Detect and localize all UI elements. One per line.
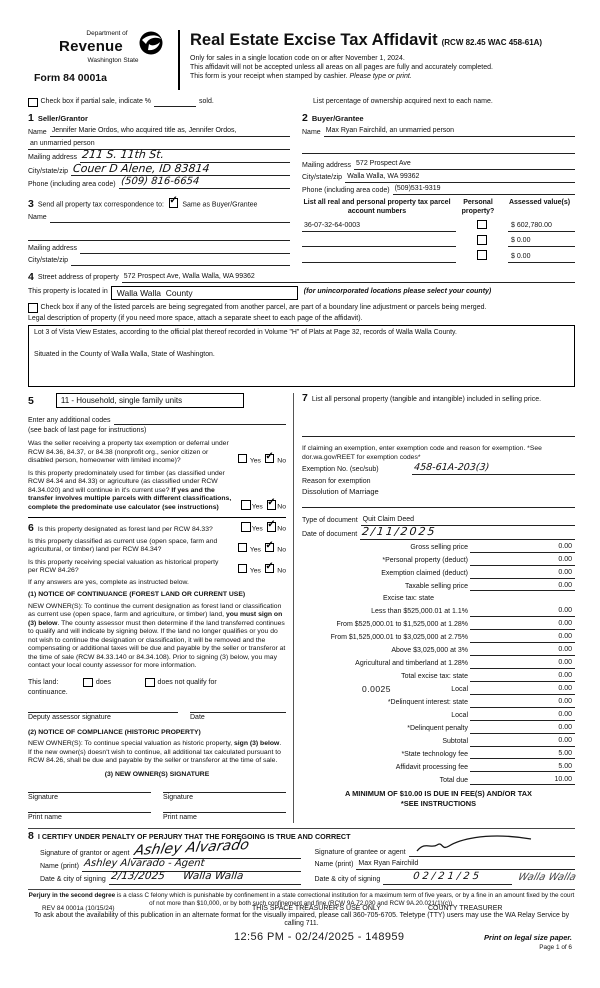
corr-mailing-label: Mailing address xyxy=(28,244,78,252)
assessed-value-1: $ 602,780.00 xyxy=(511,222,552,229)
dept-of-label: Department of xyxy=(86,30,128,37)
deputy-assessor-label: Deputy assessor signature xyxy=(28,714,111,722)
type-of-document-value: Quit Claim Deed xyxy=(362,515,415,523)
assessed-value-2: $ 0.00 xyxy=(511,237,531,245)
unincorporated-note: (for unincorporated locations please select your county) xyxy=(303,288,492,296)
new-owners-signature-heading: (3) NEW OWNER(S) SIGNATURE xyxy=(104,770,210,778)
parcel-col-header: List all real and personal property tax parcel account numbers xyxy=(303,199,451,215)
assessed-value-col-header: Assessed value(s) xyxy=(508,199,571,207)
personal-property-list-field[interactable] xyxy=(302,427,575,437)
seller-phone-label: Phone (including area code) xyxy=(28,180,116,188)
buyer-phone-label: Phone (including area code) xyxy=(302,186,390,194)
tier3-row: From $1,525,000.01 to $3,025,000 at 2.75% 0.00 xyxy=(302,633,575,643)
assessed-value-3: $ 0.00 xyxy=(511,252,531,260)
state-technology-fee-row: *State technology fee 5.00 xyxy=(302,750,575,760)
minimum-due-note: A MINIMUM OF $10.00 IS DUE IN FEE(S) AND/OR TAX xyxy=(345,789,532,799)
notice-compliance-text: NEW OWNER(S): To continue special valuation as historic property, sign (3) below. If the new owner(s) doesn't wish to continue, all additional tax calculated pursuant to RCW 84.26, shall be due and payable by the seller or transferor at the time of sale. xyxy=(28,740,282,765)
type-of-document-label: Type of document xyxy=(302,516,358,524)
buyer-mailing-value: 572 Prospect Ave xyxy=(356,160,411,168)
buyer-name-field-2[interactable] xyxy=(302,144,575,154)
forest-no-checkbox[interactable] xyxy=(267,522,277,532)
exemption-note: If claiming an exemption, enter exemption code and reason for exemption. *See dor.wa.gov/REET for exemption codes* xyxy=(302,445,542,461)
section4: 4 Street address of property 572 Prospect Ave, Walla Walla, WA 99362 This property is located in Walla Walla County (for unincorporated locations please select your county) Check box if any of the listed parcels are being segregated from another parcel, are part of a boundary line adjustment or parcels being merged. Legal description of property (if you need more space, attach a separate sheet to each page of the affidavit). Lot 3 of Vista View Estates, according to the official plat thereof recorded in Volume "H" of Plats at Page 32, records of Walla Walla County. Situated in the County of Walla Walla, State of Washington. xyxy=(28,272,575,387)
notice-compliance-heading: (2) NOTICE OF COMPLIANCE (HISTORIC PROPERTY) xyxy=(28,728,201,736)
historical-property-question: Is this property receiving special valuation as historical property per RCW 84.26? Yes ✓ No xyxy=(28,559,286,576)
partial-sale-row xyxy=(28,97,575,107)
tier2-row: From $525,000.01 to $1,525,000 at 1.28% 0.00 xyxy=(302,620,575,630)
corr-name-field[interactable] xyxy=(50,213,290,223)
perjury-notice: Perjury in the second degree is a class C felony which is punishable by confinement in a state correctional institution for a maximum term of five years, or by a fine in an amount fixed by the court of not more than $10,000, or by both such confinement and fine (RCW 9A.72.030 and RCW 9A.20.021(1)(c)). xyxy=(28,889,575,908)
exemption-deferral-question: Was the seller receiving a property tax exemption or deferral under RCW 84.36, 84.37, or 84.38 (nonprofit org., senior citizen or disabled person, homeowner with limited income)? Yes ✓ No xyxy=(28,440,286,465)
street-address-value: 572 Prospect Ave, Walla Walla, WA 99362 xyxy=(123,272,255,280)
form-header xyxy=(28,30,575,90)
seller-phone-value: (509) 816-6654 xyxy=(120,175,200,187)
timber-agriculture-question: Is this property predominately used for timber (as classified under RCW 84.34 and 84.33) or agriculture (as classified under RCW 84.34.020) and will continue in it's current use? If yes and the transfer involves multiple parcels with different classifications, complete the predominate use calculator (see instructions) Yes ✓ No xyxy=(28,470,286,512)
seller-name-value-2: an unmarried person xyxy=(30,139,95,147)
exemption-deferral-no-checkbox[interactable] xyxy=(265,454,275,464)
grantee-date-label: Date & city of signing xyxy=(314,876,381,884)
current-use-question: Is this property classified as current use (open space, farm and agricultural, or timber) land per RCW 84.34? Yes ✓ No xyxy=(28,538,286,555)
buyer-city-field[interactable] xyxy=(345,173,575,183)
new-owner-printname-field-1[interactable] xyxy=(28,812,151,823)
grantee-printname-label: Name (print) xyxy=(314,861,354,869)
continuance-label: continuance. xyxy=(28,689,68,697)
segregated-label: Check box if any of the listed parcels are being segregated from another parcel, are part of a boundary line adjustment or parcels being merged. xyxy=(40,303,487,311)
corr-city-label: City/state/zip xyxy=(28,257,69,265)
deputy-assessor-row xyxy=(28,712,286,723)
exemption-deferral-yes-checkbox[interactable] xyxy=(238,454,248,464)
historical-yes-checkbox[interactable] xyxy=(238,564,248,574)
assessed-value-field-1[interactable] xyxy=(508,222,575,232)
agricultural-timberland-row: Agricultural and timberland at 1.28% 0.00 xyxy=(302,659,575,669)
exemption-no-field[interactable] xyxy=(412,461,575,475)
current-use-yes-checkbox[interactable] xyxy=(238,543,248,553)
buyer-mailing-field[interactable] xyxy=(354,160,575,170)
sold-label: sold. xyxy=(199,98,214,106)
county-select[interactable]: Walla Walla County xyxy=(111,286,298,301)
grantor-printname-value: Ashley Alvarado - Agent xyxy=(83,858,205,870)
grantor-date-label: Date & city of signing xyxy=(40,875,106,883)
same-as-buyer-label: Same as Buyer/Grantee xyxy=(182,201,258,209)
timber-yes-checkbox[interactable] xyxy=(241,500,251,510)
rcw-reference: (RCW 82.45 WAC 458-61A) xyxy=(441,38,543,47)
print-legal-size-note: Print on legal size paper. xyxy=(484,933,572,942)
if-yes-note: If any answers are yes, complete as instructed below. xyxy=(28,578,189,586)
section1-header: 1 Seller/Grantor xyxy=(28,112,88,124)
buyer-city-label: City/state/zip xyxy=(302,174,343,181)
total-due-row: Total due 10.00 xyxy=(302,776,575,786)
parcel-number-1: 36-07-32-64-0003 xyxy=(304,222,361,229)
partial-sale-checkbox[interactable] xyxy=(28,98,38,108)
grantor-signature-label: Signature of grantor or agent xyxy=(40,850,130,858)
header-instruction-3: This form is your receipt when stamped by cashier. Please type or print. xyxy=(190,72,412,80)
this-land-row: This land: does does not qualify for xyxy=(28,678,217,686)
seller-mailing-label: Mailing address xyxy=(28,154,78,162)
new-owner-printname-field-2[interactable] xyxy=(163,812,286,823)
assessed-value-field-3[interactable] xyxy=(508,253,575,263)
treasurer-use-label: THIS SPACE TREASURER'S USE ONLY xyxy=(252,905,381,912)
grantee-printname-value: Max Ryan Fairchild xyxy=(358,859,419,867)
revenue-wordmark: Revenue xyxy=(59,38,123,56)
delinquent-interest-local-row: Local 0.00 xyxy=(302,711,575,721)
legal-description-line-1: Lot 3 of Vista View Estates, according to the official plat thereof recorded in Volume "H" of Plats at Page 32, records of Walla Walla County. xyxy=(34,329,457,337)
personal-property-col-header: Personal property? xyxy=(461,199,495,215)
grantor-date-field[interactable] xyxy=(109,870,301,884)
form-number: Form 84 0001a xyxy=(34,72,107,84)
buyer-phone-value: (509)531-9319 xyxy=(394,185,441,193)
correspondence-label: Send all property tax correspondence to: xyxy=(37,201,164,209)
personal-property-list-label: List all personal property (tangible and intangible) included in selling price. xyxy=(311,396,542,404)
land-use-code-select[interactable]: 11 - Household, single family units xyxy=(56,393,244,408)
washington-state-label: Washington State xyxy=(87,56,139,64)
signature-label-1: Signature xyxy=(28,794,58,802)
grantee-city-value: Walla Walla xyxy=(516,872,577,884)
deputy-assessor-signature-field[interactable] xyxy=(28,712,178,723)
section2-header: 2 Buyer/Grantee xyxy=(302,112,364,124)
reason-for-exemption-label: Reason for exemption xyxy=(302,477,371,485)
parcel-row-3 xyxy=(302,250,575,262)
notice-continuance-text: NEW OWNER(S): To continue the current designation as forest land or classification as current use (open space, farm and agriculture, or timber) land, you must sign on (3) below. The county assessor must then determine if the land transferred continues to qualify and will indicate by signing below. If the land no longer qualifies or you do not wish to continue the designation or classification, it will be removed and the compensating or additional taxes will be due and payable by the seller or transferor at the time of sale (RCW 84.33.140 or 84.34.108). Prior to signing (3) below, you may contact your local county assessor for more information. xyxy=(28,602,286,670)
buyer-name-field[interactable] xyxy=(324,127,575,137)
header-instruction-2: This affidavit will not be accepted unless all areas on all pages are fully and accurately completed. xyxy=(190,63,493,71)
same-as-buyer-checkbox[interactable] xyxy=(169,198,179,208)
seller-city-value: Couer D Alene, ID 83814 xyxy=(72,161,211,175)
seller-name-label: Name xyxy=(28,128,47,136)
cashier-timestamp: 12:56 PM - 02/24/2025 - 148959 xyxy=(234,931,405,943)
parcel-row-1 xyxy=(302,220,575,232)
section8 xyxy=(28,828,575,885)
subtotal-row: Subtotal 0.00 xyxy=(302,737,575,747)
new-owner-signature-field-1[interactable] xyxy=(28,792,151,803)
date-of-document-value: 2/11/2025 xyxy=(361,524,438,538)
deputy-date-label: Date xyxy=(190,714,205,722)
personal-property-checkbox-2[interactable] xyxy=(477,235,487,245)
section5-header: 5 11 - Household, single family units xyxy=(28,393,286,408)
corr-name-label: Name xyxy=(28,214,47,222)
seller-name-field[interactable] xyxy=(50,127,290,137)
parcel-number-field-1[interactable] xyxy=(302,222,456,232)
street-address-label: Street address of property xyxy=(37,273,119,281)
notice-continuance-heading: (1) NOTICE OF CONTINUANCE (FOREST LAND OR CURRENT USE) xyxy=(28,591,246,599)
grantor-printname-label: Name (print) xyxy=(40,863,79,871)
located-in-label: This property is located in xyxy=(28,288,108,296)
land-does-not-checkbox[interactable] xyxy=(145,678,155,688)
grantee-signature-mark xyxy=(413,833,533,859)
seller-name-value: Jennifer Marie Ordos, who acquired title as, Jennifer Ordos, xyxy=(51,127,237,135)
grantor-date-value: 2/13/2025 xyxy=(110,870,166,883)
legal-description-label: Legal description of property (if you need more space, attach a separate sheet to each page of the affidavit). xyxy=(28,314,363,322)
tier4-row: Above $3,025,000 at 3% 0.00 xyxy=(302,646,575,656)
partial-sale-label: Check box if partial sale, indicate % xyxy=(40,98,151,106)
print-name-label-1: Print name xyxy=(28,813,62,821)
seller-city-label: City/state/zip xyxy=(28,167,69,175)
buyer-name-value: Max Ryan Fairchild, an unmarried person xyxy=(325,127,455,135)
county-treasurer-label: COUNTY TREASURER xyxy=(428,905,503,912)
grantee-date-value: 02/21/25 xyxy=(412,871,483,883)
ownership-percent-note: List percentage of ownership acquired next to each name. xyxy=(313,98,493,106)
taxable-selling-price-row: Taxable selling price 0.00 xyxy=(302,582,575,592)
grantee-printname-field[interactable] xyxy=(356,860,575,870)
legal-description-line-2: Situated in the County of Walla Walla, State of Washington. xyxy=(34,351,215,358)
timber-no-checkbox[interactable] xyxy=(267,500,277,510)
form-title: Real Estate Excise Tax Affidavit xyxy=(190,31,438,49)
parcel-number-field-2[interactable] xyxy=(302,237,456,247)
delinquent-penalty-row: *Delinquent penalty 0.00 xyxy=(302,724,575,734)
local-tax-row: 0.0025 Local 0.00 xyxy=(302,685,575,695)
exemption-claimed-row: Exemption claimed (deduct) 0.00 xyxy=(302,569,575,579)
buyer-city-value: Walla Walla, WA 99362 xyxy=(347,172,420,180)
delinquent-interest-state-row: *Delinquent interest: state 0.00 xyxy=(302,698,575,708)
new-owner-printname-row xyxy=(28,812,286,823)
seller-city-field[interactable] xyxy=(71,161,290,177)
date-of-document-field[interactable] xyxy=(360,524,575,540)
exemption-no-value: 458-61A-203(3) xyxy=(413,461,490,473)
additional-codes-label: Enter any additional codes xyxy=(28,416,111,424)
type-or-print-note: Please type or print. xyxy=(349,72,412,80)
street-address-field[interactable] xyxy=(122,273,575,283)
grantee-signature-field[interactable] xyxy=(409,847,575,857)
personal-property-deduct-row: *Personal property (deduct) 0.00 xyxy=(302,556,575,566)
reason-for-exemption-value: Dissolution of Marriage xyxy=(302,487,379,497)
corr-name-field-2[interactable] xyxy=(28,231,290,241)
total-excise-state-row: Total excise tax: state 0.00 xyxy=(302,672,575,682)
certify-statement: 8 I CERTIFY UNDER PENALTY OF PERJURY THAT THE FOREGOING IS TRUE AND CORRECT xyxy=(28,829,351,842)
parcel-row-2 xyxy=(302,235,575,247)
header-instruction-1: Only for sales in a single location code on or after November 1, 2024. xyxy=(190,54,405,62)
corr-city-field[interactable] xyxy=(71,256,290,266)
local-rate-value: 0.0025 xyxy=(362,684,391,695)
partial-sale-percent-input[interactable] xyxy=(154,97,196,107)
corr-mailing-field[interactable] xyxy=(80,244,290,254)
excise-tax-state-heading: Excise tax: state xyxy=(383,595,434,603)
print-name-label-2: Print name xyxy=(163,813,197,821)
personal-property-checkbox-3[interactable] xyxy=(477,250,487,260)
gross-selling-price-row: Gross selling price 0.00 xyxy=(302,543,575,553)
accessibility-notice: To ask about the availability of this publication in an alternate format for the visually impaired, please call 360-705-6705. Teletype (TTY) users may use the WA Relay Service by calling 711. xyxy=(33,911,570,928)
tier1-row: Less than $525,000.01 at 1.1% 0.00 xyxy=(302,607,575,617)
deputy-date-field[interactable] xyxy=(190,712,286,723)
seller-grantor-title: Seller/Grantor xyxy=(37,114,88,123)
exemption-no-label: Exemption No. (sec/sub) xyxy=(302,465,379,473)
section3-header: 3 Send all property tax correspondence to: ✓ Same as Buyer/Grantee xyxy=(28,198,290,210)
forest-land-question: 6 Is this property designated as forest land per RCW 84.33? Yes ✓ No xyxy=(28,522,286,534)
signature-label-2: Signature xyxy=(163,794,193,802)
seller-mailing-value: 211 S. 11th St. xyxy=(81,148,165,162)
segregated-checkbox[interactable] xyxy=(28,303,38,313)
current-use-no-checkbox[interactable] xyxy=(265,543,275,553)
land-does-checkbox[interactable] xyxy=(83,678,93,688)
grantor-city-value: Walla Walla xyxy=(182,870,244,883)
new-owner-signature-field-2[interactable] xyxy=(163,792,286,803)
section7-header: 7 List all personal property (tangible and intangible) included in selling price. xyxy=(302,392,542,405)
rev-form-id: REV 84 0001a (10/15/24) xyxy=(42,905,115,912)
parcel-table-header xyxy=(302,199,575,217)
assessed-value-field-2[interactable] xyxy=(508,237,575,247)
dor-logo-block xyxy=(28,30,180,90)
new-owner-signature-row xyxy=(28,792,286,803)
parcel-number-field-3[interactable] xyxy=(302,253,456,263)
personal-property-checkbox-1[interactable] xyxy=(477,220,487,230)
seller-phone-field[interactable] xyxy=(119,175,290,190)
legal-description-box[interactable] xyxy=(28,325,575,387)
historical-no-checkbox[interactable] xyxy=(265,564,275,574)
affidavit-processing-fee-row: Affidavit processing fee 5.00 xyxy=(302,763,575,773)
see-back-note: (see back of last page for instructions) xyxy=(28,427,147,435)
forest-yes-checkbox[interactable] xyxy=(241,522,251,532)
buyer-name-label: Name xyxy=(302,128,321,136)
grantee-date-field[interactable] xyxy=(383,871,511,885)
buyer-mailing-label: Mailing address xyxy=(302,161,352,169)
page-indicator: Page 1 of 6 xyxy=(539,944,572,951)
see-instructions-note: *SEE INSTRUCTIONS xyxy=(400,798,477,808)
buyer-phone-field[interactable] xyxy=(393,185,575,195)
buyer-grantee-title: Buyer/Grantee xyxy=(311,114,364,123)
grantor-signature-value: Ashley Alvarado xyxy=(132,837,251,860)
date-of-document-label: Date of document xyxy=(302,530,358,538)
grantee-signature-label: Signature of grantee or agent xyxy=(314,848,406,856)
dor-swirl-icon xyxy=(138,30,164,60)
additional-codes-field[interactable] xyxy=(114,415,287,425)
